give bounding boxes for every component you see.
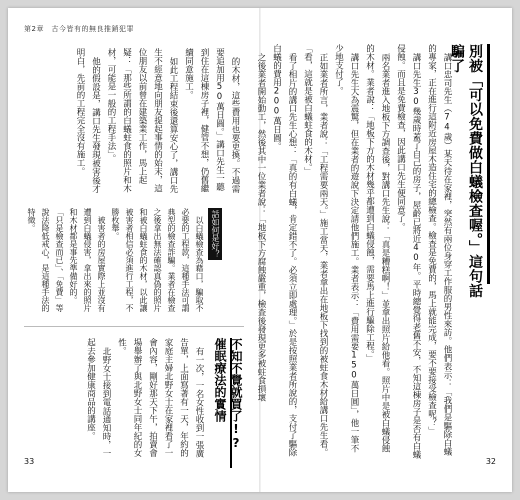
paragraph: 之後業者開始動工，然後其中一位業者說：「地板下方腐蝕嚴重，檢查後發現更多被蛀食損壞 <box>256 52 266 401</box>
left-middle-body <box>24 208 224 313</box>
paragraph: 有一次，一名女性收到一張廣告單，上面寫著有一天，年約的家庭主婦北野女士在家裡看了一會內容，剛好那天下午，拍賣會場舉辦了與北野女士同年紀的女性。 <box>116 338 204 457</box>
paragraph: 講口忠司先生（74歲）某天待在家裡，突然有兩位身穿工作服的男性來訪。他們表示：「我們是驅除白蟻的專家，正在進行這附近房屋木造住宅的總檢查。檢查是免費的，馬上就能完成，要不要接受檢查呢？」 <box>426 44 452 455</box>
right-body <box>256 44 454 459</box>
paragraph: 講口先生30幾歲時蓋了自己的房子，屋齡已將近40年。平時總覺得老舊不安，不知這棟房子是否有白蟻侵蝕。而且是免費檢查，因此講口先生便同意了。 <box>395 44 421 458</box>
paragraph: 正如業者所言，業者說：「工程需要兩天。」施工當天，業者拿出在地板下找到的被蛀食木材給講口先生看。「看，這就是被白蟻蛀食的木材。」 <box>302 44 328 457</box>
subhead: 話如何是好？ <box>208 208 222 260</box>
page-number: 33 <box>24 457 35 466</box>
paragraph: 講口先生大為震驚，但在業者的遊說下決定請他們施工。業者表示：「費用需要150萬日圓」，他一筆不少地支付了。 <box>333 44 359 453</box>
left-lower-body <box>78 338 206 458</box>
left-upper-body <box>32 48 242 198</box>
right-page <box>256 8 512 492</box>
paragraph: 看了相片的講口先生心想：「真的有白蟻，肯定錯不了。必須立即處理。」於是按照業者所說的，支付了驅除白蟻的費用200萬日圓。 <box>271 44 297 457</box>
chapter-bar <box>487 44 490 284</box>
paragraph: 的木材，這些費用也要更換。不過需要追加用50萬日圓。」講口先生一聽到住在這棟房子裡，健管不想，仍舊繼續同意施工。 <box>183 48 240 193</box>
paragraph: 北野女士接到電話通知時，一起去參加健康商品的講座。 <box>85 338 111 457</box>
chapter-title: 別被「可以免費做白蟻檢查喔。」這句話騙了 <box>449 44 483 298</box>
page-number: 32 <box>485 457 496 466</box>
section-title: 不知不覺就買了!? 催眠療法的實情 <box>213 338 243 450</box>
paragraph: 兩名業者進入地板下方調查後，對講口先生說：「真是糟糕啊！」並拿出照片給他看。照片中是被白蟻侵蝕的木材。業者說：「地板下方的木材幾乎都遭到白蟻侵蝕，需要馬上進行驅除工程。」 <box>364 44 390 452</box>
paragraph: 如此工程結束後還算安心了，講口先生不經意地向朋友提起事情的始末，這位朋友以前曾在建築業工作，馬上起疑：「那些所謂的白蟻蛀食的照片和木材，可能是一般的工程手法」。 <box>106 48 178 193</box>
running-head: 第2章 古今皆有的無良推銷犯罪 <box>24 25 134 33</box>
left-page <box>8 8 260 492</box>
paragraph: 以白蟻檢查為藉口，騙取不必要的工程款，這種手法可謂典型的檢查詐騙。業者在檢查之後拿出無法確認真偽的照片和被白蟻蛀食的木材，以此讓被害者相信必須進行工程，不勝枚舉。 <box>111 208 204 312</box>
paragraph: 被害者的房屋實際上並沒有遭到白蟻侵害，拿出來的照片和木材都是事先準備好的。「只是檢查而已」、「免費」等說法降低戒心，是這種手法的特徵。 <box>27 208 106 312</box>
section-divider <box>24 326 244 327</box>
book-spread <box>8 8 512 492</box>
paragraph: 他的假設是，講口先生發現被害後才明白，先前的工程完全沒有施工。 <box>75 48 101 193</box>
